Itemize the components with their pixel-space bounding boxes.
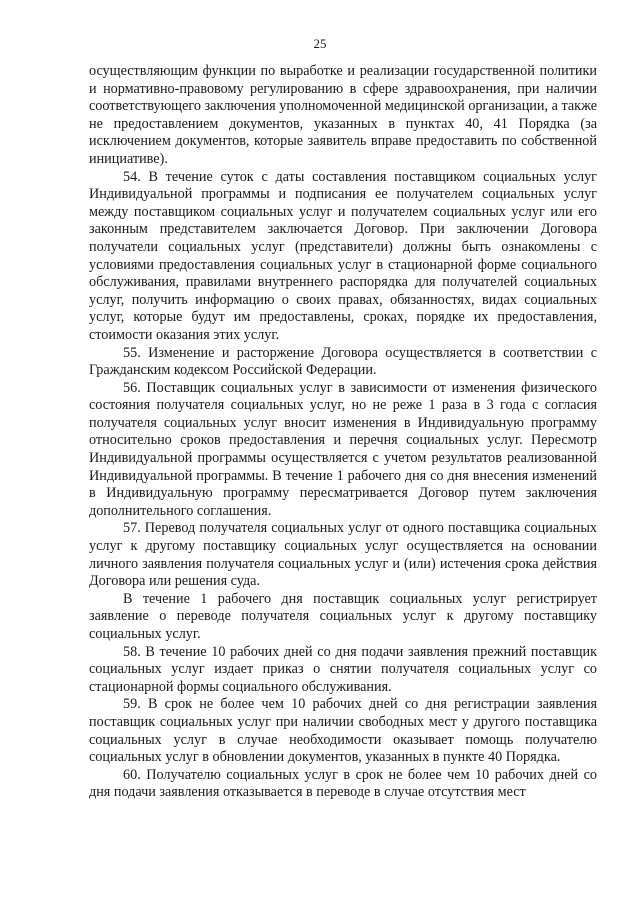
document-body <box>89 63 597 802</box>
paragraph-continuation: осуществляющим функции по выработке и реализации государственной политики и нормативно-правовому регулированию в сфере здравоохранения, при наличии соответствующего заключения уполномоченной медицинской организации, а также не предоставлением документов, указанных в пунктах 40, 41 Порядка (за исключением документов, которые заявитель вправе предоставить по собственной инициативе). <box>89 63 597 167</box>
paragraph-57: 57. Перевод получателя социальных услуг от одного поставщика социальных услуг к другому поставщику социальных услуг осуществляется на основании личного заявления получателя социальных услуг и (или) истечения срока действия Договора или решения суда. <box>89 520 597 590</box>
paragraph-54: 54. В течение суток с даты составления поставщиком социальных услуг Индивидуальной программы и подписания ее получателем социальных услуг между поставщиком социальных услуг и получателем социальных услуг или его законным представителем заключается Договор. При заключении Договора получатели социальных услуг (представители) должны быть ознакомлены с условиями предоставления социальных услуг в стационарной форме социального обслуживания, правилами внутреннего распорядка для получателей социальных услуг, получить информацию о своих правах, обязанностях, видах социальных услуг, которые будут им предоставлены, сроках, порядке их предоставления, стоимости оказания этих услуг. <box>89 168 597 343</box>
page-number: 25 <box>313 36 327 51</box>
paragraph-59: 59. В срок не более чем 10 рабочих дней со дня регистрации заявления поставщик социальных услуг при наличии свободных мест у другого поставщика социальных услуг в случае необходимости оказывает помощь получателю социальных услуг в обновлении документов, указанных в пункте 40 Порядка. <box>89 696 597 766</box>
paragraph-58: 58. В течение 10 рабочих дней со дня подачи заявления прежний поставщик социальных услуг издает приказ о снятии получателя социальных услуг со стационарной формы социального обслуживания. <box>89 643 597 695</box>
paragraph-55: 55. Изменение и расторжение Договора осуществляется в соответствии с Гражданским кодексом Российской Федерации. <box>89 344 597 379</box>
paragraph-57-registration: В течение 1 рабочего дня поставщик социальных услуг регистрирует заявление о переводе получателя социальных услуг к другому поставщику социальных услуг. <box>89 590 597 642</box>
paragraph-56: 56. Поставщик социальных услуг в зависимости от изменения физического состояния получателя социальных услуг, но не реже 1 раза в 3 года с согласия получателя социальных услуг вносит изменения в Индивидуальную программу относительно сроков предоставления и перечня социальных услуг. Пересмотр Индивидуальной программы осуществляется с учетом результатов реализованной Индивидуальной программы. В течение 1 рабочего дня со дня внесения изменений в Индивидуальную программу пересматривается Договор путем заключения дополнительного соглашения. <box>89 379 597 519</box>
paragraph-60: 60. Получателю социальных услуг в срок не более чем 10 рабочих дней со дня подачи заявления отказывается в переводе в случае отсутствия мест <box>89 766 597 801</box>
